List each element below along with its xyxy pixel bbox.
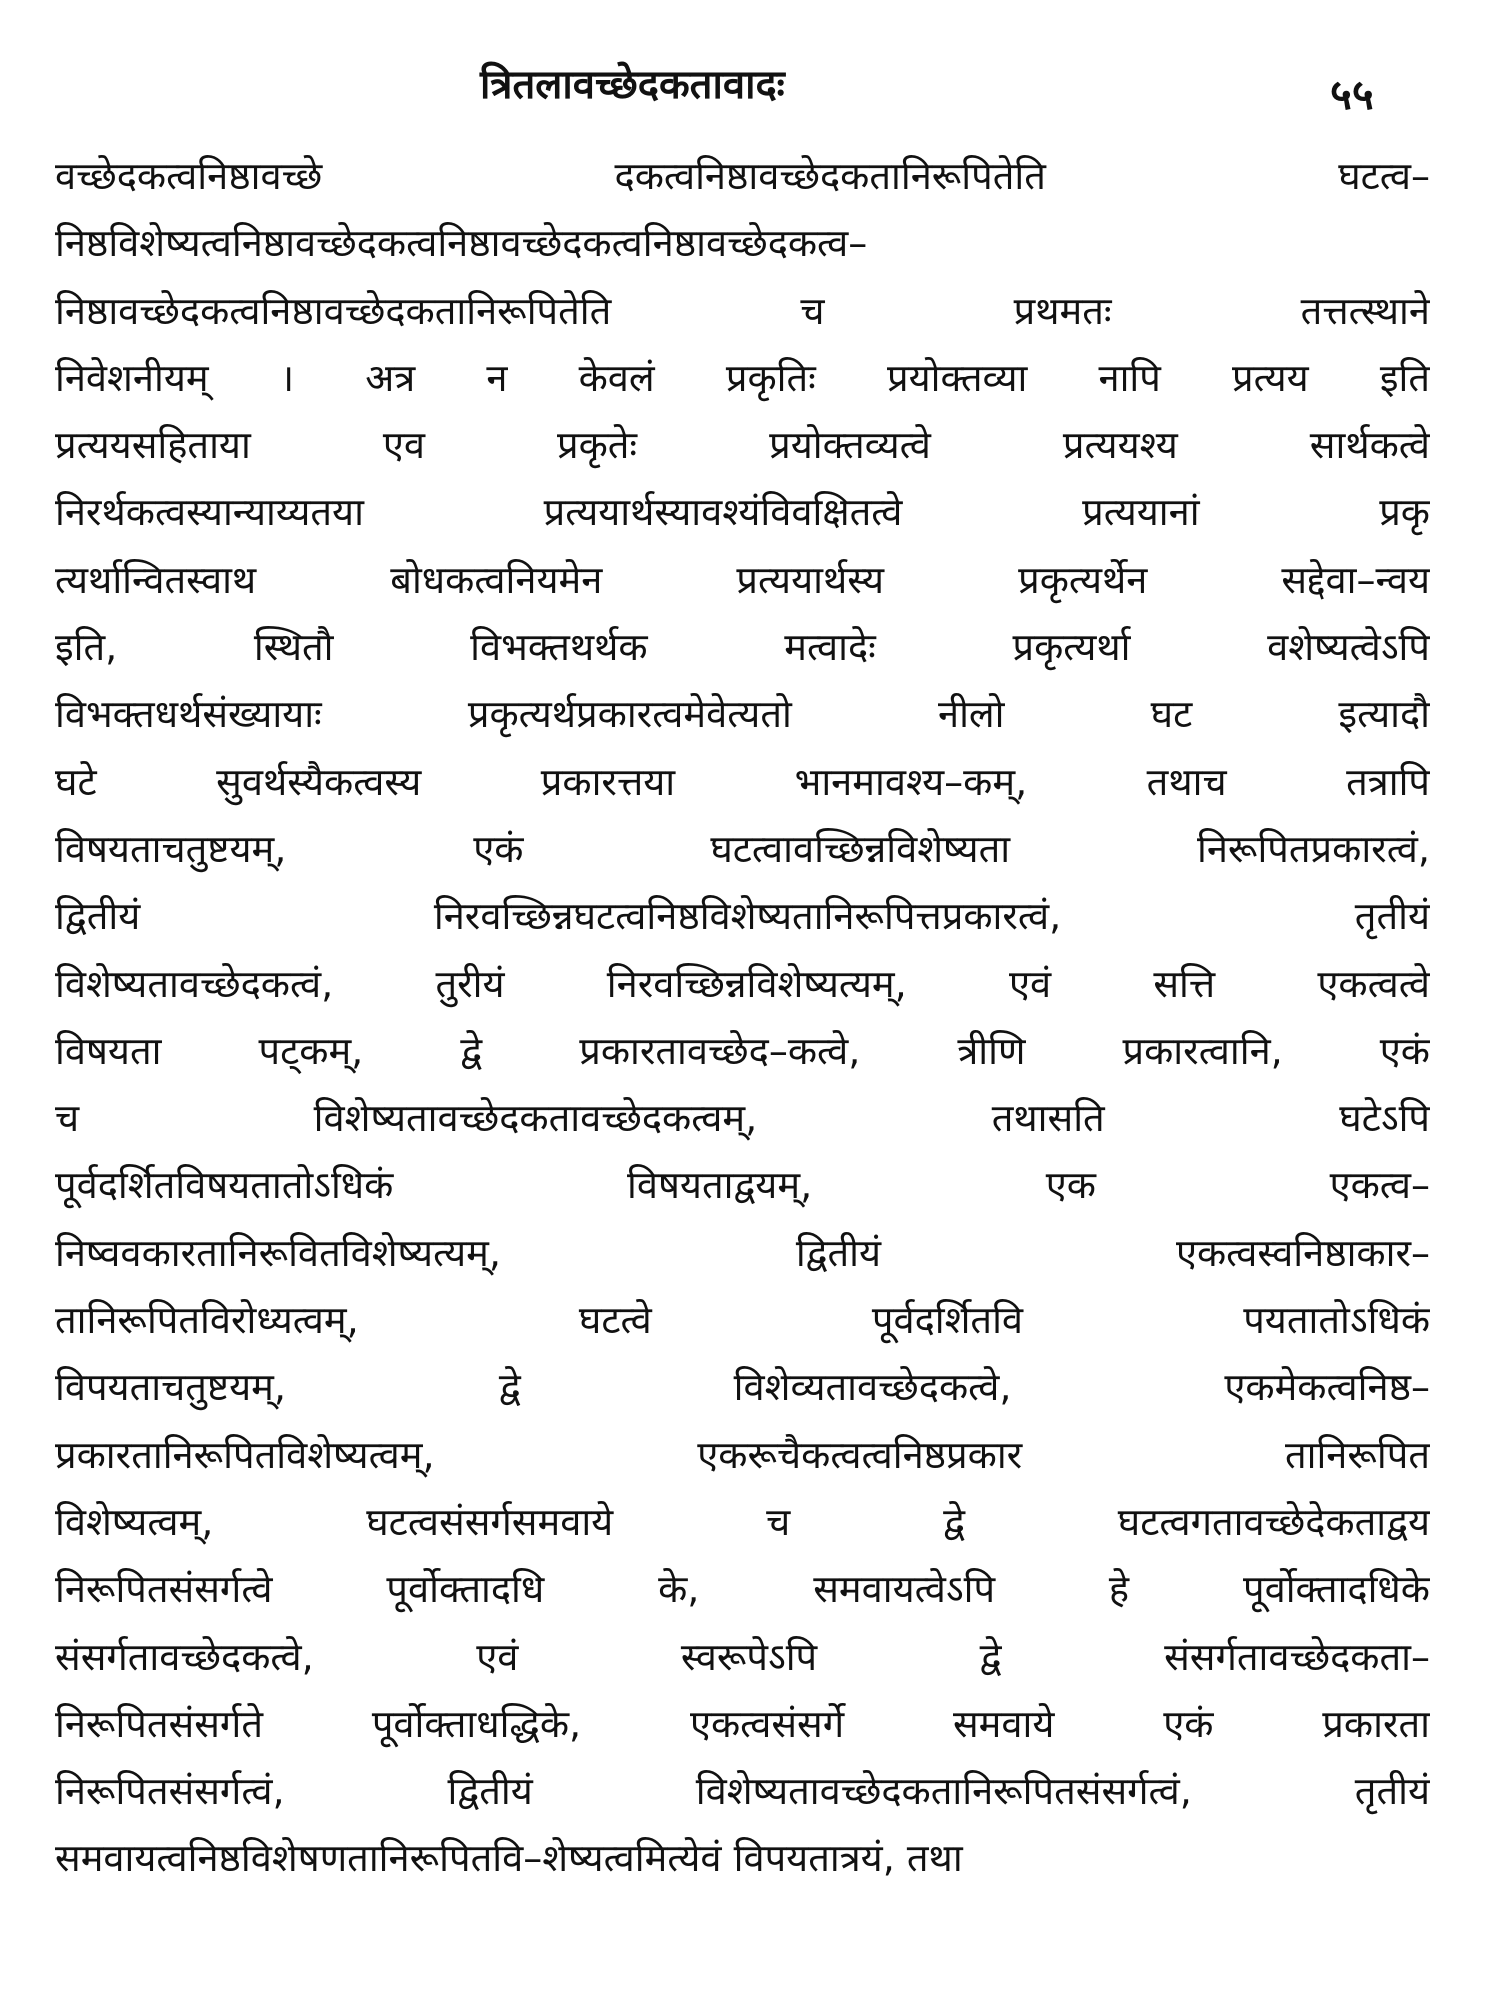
- text-line: विषयताचतुष्टयम्, एकं घटत्वावच्छिन्नविशेष्यता निरूपितप्रकारत्वं,: [55, 826, 1430, 871]
- text-line: विषयता पट्कम्, द्वे प्रकारतावच्छेद–कत्वे, त्रीणि प्रकारत्वानि, एकं: [55, 1028, 1430, 1073]
- text-line: निरूपितसंसर्गत्वे पूर्वोक्तादधि के, समवायत्वेऽपि हे पूर्वोक्तादधिके: [55, 1567, 1430, 1612]
- text-line: पूर्वदर्शितविषयतातोऽधिकं विषयताद्वयम्, एक एकत्व–: [55, 1163, 1430, 1208]
- text-line: विशेष्यतावच्छेदकत्वं, तुरीयं निरवच्छिन्नविशेष्यत्यम्, एवं सत्ति एकत्वत्वे: [55, 961, 1430, 1006]
- text-line: विशेष्यत्वम्, घटत्वसंसर्गसमवाये च द्वे घटत्वगतावच्छेदेकताद्वय: [55, 1499, 1430, 1544]
- text-line: द्वितीयं निरवच्छिन्नघटत्वनिष्ठविशेष्यतानिरूपित्तप्रकारत्वं, तृतीयं: [55, 894, 1430, 939]
- text-line: निष्ठविशेष्यत्वनिष्ठावच्छेदकत्वनिष्ठावच्छेदकत्वनिष्ठावच्छेदकत्व–: [55, 221, 868, 266]
- text-line: घटे सुवर्थस्यैकत्वस्य प्रकारत्तया भानमावश्य–कम्, तथाच तत्रापि: [55, 759, 1430, 804]
- text-line: प्रत्ययसहिताया एव प्रकृतेः प्रयोक्तव्यत्वे प्रत्ययश्य सार्थकत्वे: [55, 423, 1430, 468]
- text-line: विभक्तधर्थसंख्यायाः प्रकृत्यर्थप्रकारत्वमेवेत्यतो नीलो घट इत्यादौ: [55, 692, 1430, 737]
- text-line: संसर्गतावच्छेदकत्वे, एवं स्वरूपेऽपि द्वे संसर्गतावच्छेदकता–: [55, 1634, 1430, 1679]
- text-line: इति, स्थितौ विभक्तथर्थक मत्वादेः प्रकृत्यर्था वशेष्यत्वेऽपि: [55, 625, 1430, 670]
- text-line: निरूपितसंसर्गत्वं, द्वितीयं विशेष्यतावच्छेदकतानिरूपितसंसर्गत्वं, तृतीयं: [55, 1769, 1430, 1814]
- text-line: प्रकारतानिरूपितविशेष्यत्वम्, एकरूचैकत्वत्वनिष्ठप्रकार तानिरूपित: [55, 1432, 1430, 1477]
- text-line: च विशेष्यतावच्छेदकतावच्छेदकत्वम्, तथासति घटेऽपि: [55, 1096, 1430, 1141]
- page-number: ५५: [1330, 70, 1374, 119]
- text-line: निवेशनीयम् । अत्र न केवलं प्रकृतिः प्रयोक्तव्या नापि प्रत्यय इति: [55, 355, 1430, 400]
- text-line: त्यर्थान्वितस्वाथ बोधकत्वनियमेन प्रत्ययार्थस्य प्रकृत्यर्थेन सद्देवा–न्वय: [55, 557, 1430, 602]
- body-text: [55, 143, 1430, 1893]
- text-line: तानिरूपितविरोध्यत्वम्, घटत्वे पूर्वदर्शितवि पयतातोऽधिकं: [55, 1298, 1430, 1343]
- text-line: वच्छेदकत्वनिष्ठावच्छे दकत्वनिष्ठावच्छेदकतानिरूपितेति घटत्व–: [55, 154, 1430, 198]
- text-line: विपयताचतुष्टयम्, द्वे विशेव्यतावच्छेदकत्वे, एकमेकत्वनिष्ठ–: [55, 1365, 1430, 1410]
- running-title: त्रितलावच्छेदकतावादः: [480, 62, 785, 108]
- text-line: समवायत्वनिष्ठविशेषणतानिरूपितवि–शेष्यत्वमित्येवं विपयतात्रयं, तथा: [55, 1836, 963, 1881]
- text-line: निष्ववकारतानिरूवितविशेष्यत्यम्, द्वितीयं एकत्वस्वनिष्ठाकार–: [55, 1230, 1430, 1275]
- page-header: [0, 55, 1500, 135]
- text-line: निष्ठावच्छेदकत्वनिष्ठावच्छेदकतानिरूपितेति च प्रथमतः तत्तत्स्थाने: [55, 288, 1430, 333]
- text-line: निरूपितसंसर्गते पूर्वोक्ताधद्धिके, एकत्वसंसर्गे समवाये एकं प्रकारता: [55, 1701, 1430, 1746]
- text-line: निरर्थकत्वस्यान्याय्यतया प्रत्ययार्थस्यावश्यंविवक्षितत्वे प्रत्ययानां प्रकृ: [55, 490, 1430, 535]
